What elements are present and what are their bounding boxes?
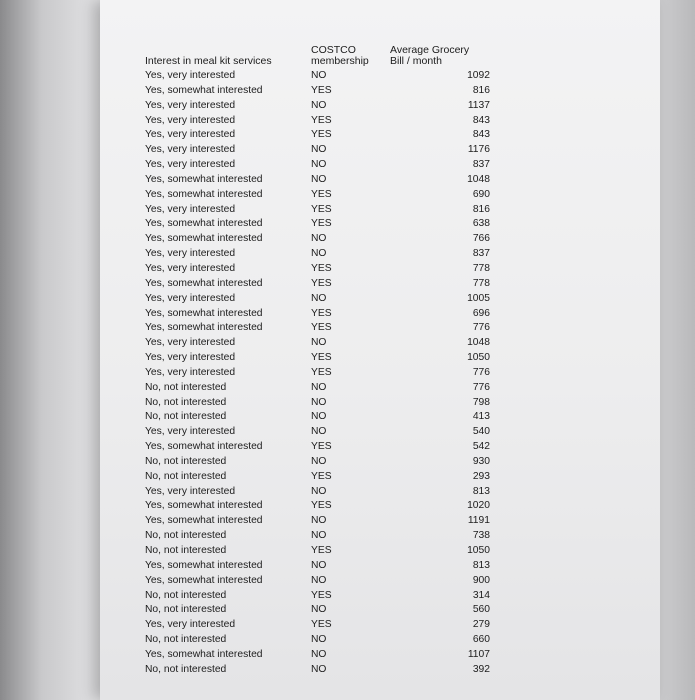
table-row [145, 85, 490, 100]
header-bill-line2: Bill / month [390, 55, 442, 67]
table-row [145, 293, 490, 308]
table-row [145, 545, 490, 560]
costco-cell: NO [311, 426, 327, 438]
costco-cell: NO [311, 634, 327, 646]
interest-cell: Yes, somewhat interested [145, 84, 263, 96]
header-interest-label: Interest in meal kit services [145, 55, 272, 67]
bill-cell: 660 [472, 634, 490, 646]
costco-cell: NO [311, 396, 327, 408]
table-row [145, 233, 490, 248]
table-row [145, 174, 490, 189]
bill-cell: 1191 [467, 515, 490, 527]
costco-cell: YES [311, 218, 332, 230]
bill-cell: 816 [472, 203, 490, 215]
costco-cell: NO [311, 559, 327, 571]
table-row [145, 100, 490, 115]
costco-cell: NO [311, 515, 327, 527]
interest-cell: Yes, somewhat interested [145, 441, 263, 453]
interest-cell: Yes, very interested [145, 619, 236, 631]
interest-cell: Yes, somewhat interested [145, 322, 263, 334]
costco-cell: NO [311, 663, 327, 675]
interest-cell: No, not interested [145, 634, 227, 646]
bill-cell: 813 [472, 559, 490, 571]
costco-cell: YES [311, 500, 332, 512]
interest-cell: Yes, very interested [145, 144, 236, 156]
table-row [145, 367, 490, 382]
costco-cell: NO [311, 99, 327, 111]
costco-cell: NO [311, 159, 327, 171]
bill-cell: 900 [472, 574, 490, 586]
interest-cell: No, not interested [145, 411, 227, 423]
header-bill-line1: Average Grocery [390, 44, 470, 56]
interest-cell: No, not interested [145, 545, 227, 556]
costco-cell: YES [311, 441, 332, 453]
table-row [145, 248, 490, 263]
bill-cell: 279 [472, 619, 490, 631]
table-row [145, 634, 490, 649]
costco-cell: YES [311, 84, 332, 96]
table-row [145, 590, 490, 605]
bill-cell: 1005 [467, 292, 490, 304]
table-row [145, 560, 490, 575]
costco-cell: NO [311, 337, 327, 349]
interest-cell: Yes, somewhat interested [145, 188, 263, 200]
interest-cell: Yes, somewhat interested [145, 515, 263, 527]
costco-cell: NO [311, 144, 327, 156]
table-row [145, 337, 490, 352]
table-row [145, 515, 490, 530]
interest-cell: Yes, very interested [145, 159, 236, 171]
costco-cell: YES [311, 545, 332, 556]
header-costco [311, 45, 369, 67]
costco-cell: NO [311, 455, 327, 467]
data-table [145, 70, 490, 679]
bill-cell: 1048 [467, 173, 490, 185]
table-row [145, 352, 490, 367]
bill-cell: 392 [472, 663, 490, 675]
table-row [145, 619, 490, 634]
bill-cell: 1050 [467, 545, 490, 556]
interest-cell: Yes, somewhat interested [145, 233, 263, 245]
costco-cell: NO [311, 173, 327, 185]
table-row [145, 115, 490, 130]
bill-cell: 1092 [467, 70, 490, 81]
table-row [145, 70, 490, 85]
bill-cell: 696 [472, 307, 490, 319]
bill-cell: 837 [472, 248, 490, 260]
bill-cell: 766 [472, 233, 490, 245]
interest-cell: Yes, very interested [145, 70, 236, 81]
interest-cell: Yes, somewhat interested [145, 218, 263, 230]
costco-cell: YES [311, 188, 332, 200]
bill-cell: 843 [472, 129, 490, 141]
table-row [145, 456, 490, 471]
bill-cell: 776 [472, 366, 490, 378]
interest-cell: Yes, very interested [145, 292, 236, 304]
bill-cell: 930 [472, 455, 490, 467]
bill-cell: 413 [472, 411, 490, 423]
table-row [145, 530, 490, 545]
bill-cell: 1020 [467, 500, 490, 512]
table-row [145, 397, 490, 412]
table-row [145, 382, 490, 397]
interest-cell: No, not interested [145, 455, 227, 467]
interest-cell: No, not interested [145, 604, 227, 616]
table-row [145, 263, 490, 278]
interest-cell: No, not interested [145, 470, 227, 482]
interest-cell: Yes, very interested [145, 99, 236, 111]
table-row [145, 144, 490, 159]
interest-cell: Yes, very interested [145, 248, 236, 260]
costco-cell: NO [311, 292, 327, 304]
table-row [145, 604, 490, 619]
interest-cell: No, not interested [145, 381, 227, 393]
bill-cell: 540 [472, 426, 490, 438]
interest-cell: No, not interested [145, 396, 227, 408]
table-row [145, 649, 490, 664]
interest-cell: Yes, very interested [145, 262, 236, 274]
bill-cell: 778 [472, 262, 490, 274]
bill-cell: 776 [472, 322, 490, 334]
interest-cell: Yes, somewhat interested [145, 500, 263, 512]
table-row [145, 575, 490, 590]
table-row [145, 411, 490, 426]
costco-cell: NO [311, 485, 327, 497]
interest-cell: Yes, somewhat interested [145, 173, 263, 185]
header-costco-line2: membership [311, 55, 369, 67]
table-row [145, 322, 490, 337]
bill-cell: 314 [472, 589, 490, 601]
header-bill [390, 45, 469, 67]
bill-cell: 843 [472, 114, 490, 126]
bill-cell: 542 [472, 441, 490, 453]
costco-cell: NO [311, 70, 327, 81]
costco-cell: NO [311, 411, 327, 423]
bill-cell: 813 [472, 485, 490, 497]
costco-cell: NO [311, 648, 327, 660]
costco-cell: NO [311, 248, 327, 260]
bill-cell: 778 [472, 277, 490, 289]
interest-cell: Yes, very interested [145, 352, 236, 364]
interest-cell: Yes, very interested [145, 203, 236, 215]
costco-cell: NO [311, 233, 327, 245]
table-row [145, 189, 490, 204]
table-row [145, 278, 490, 293]
interest-cell: Yes, somewhat interested [145, 648, 263, 660]
bill-cell: 560 [472, 604, 490, 616]
table-row [145, 500, 490, 515]
interest-cell: Yes, very interested [145, 114, 236, 126]
bill-cell: 690 [472, 188, 490, 200]
interest-cell: Yes, very interested [145, 366, 236, 378]
bill-cell: 293 [472, 470, 490, 482]
bill-cell: 798 [472, 396, 490, 408]
costco-cell: YES [311, 619, 332, 631]
costco-cell: YES [311, 366, 332, 378]
costco-cell: YES [311, 277, 332, 289]
header-interest [145, 56, 272, 67]
bill-cell: 1176 [467, 144, 490, 156]
bill-cell: 638 [472, 218, 490, 230]
costco-cell: YES [311, 352, 332, 364]
interest-cell: No, not interested [145, 589, 227, 601]
interest-cell: Yes, somewhat interested [145, 574, 263, 586]
costco-cell: YES [311, 203, 332, 215]
table-row [145, 664, 490, 679]
interest-cell: Yes, somewhat interested [145, 307, 263, 319]
costco-cell: NO [311, 604, 327, 616]
bill-cell: 776 [472, 381, 490, 393]
bill-cell: 837 [472, 159, 490, 171]
interest-cell: Yes, somewhat interested [145, 559, 263, 571]
table-row [145, 159, 490, 174]
costco-cell: YES [311, 307, 332, 319]
interest-cell: Yes, very interested [145, 485, 236, 497]
header-costco-line1: COSTCO [311, 44, 356, 56]
bill-cell: 738 [472, 530, 490, 542]
interest-cell: Yes, very interested [145, 426, 236, 438]
costco-cell: NO [311, 574, 327, 586]
interest-cell: No, not interested [145, 663, 227, 675]
bill-cell: 816 [472, 84, 490, 96]
bill-cell: 1050 [467, 352, 490, 364]
bill-cell: 1107 [467, 648, 490, 660]
costco-cell: NO [311, 381, 327, 393]
costco-cell: NO [311, 530, 327, 542]
interest-cell: Yes, very interested [145, 129, 236, 141]
interest-cell: Yes, somewhat interested [145, 277, 263, 289]
bill-cell: 1048 [467, 337, 490, 349]
interest-cell: Yes, very interested [145, 337, 236, 349]
table-row [145, 218, 490, 233]
costco-cell: YES [311, 129, 332, 141]
interest-cell: No, not interested [145, 530, 227, 542]
costco-cell: YES [311, 322, 332, 334]
table-row [145, 129, 490, 144]
costco-cell: YES [311, 114, 332, 126]
table-row [145, 441, 490, 456]
table-row [145, 204, 490, 219]
table-row [145, 308, 490, 323]
costco-cell: YES [311, 470, 332, 482]
bill-cell: 1137 [467, 99, 490, 111]
costco-cell: YES [311, 589, 332, 601]
costco-cell: YES [311, 262, 332, 274]
table-row [145, 486, 490, 501]
table-row [145, 471, 490, 486]
table-row [145, 426, 490, 441]
